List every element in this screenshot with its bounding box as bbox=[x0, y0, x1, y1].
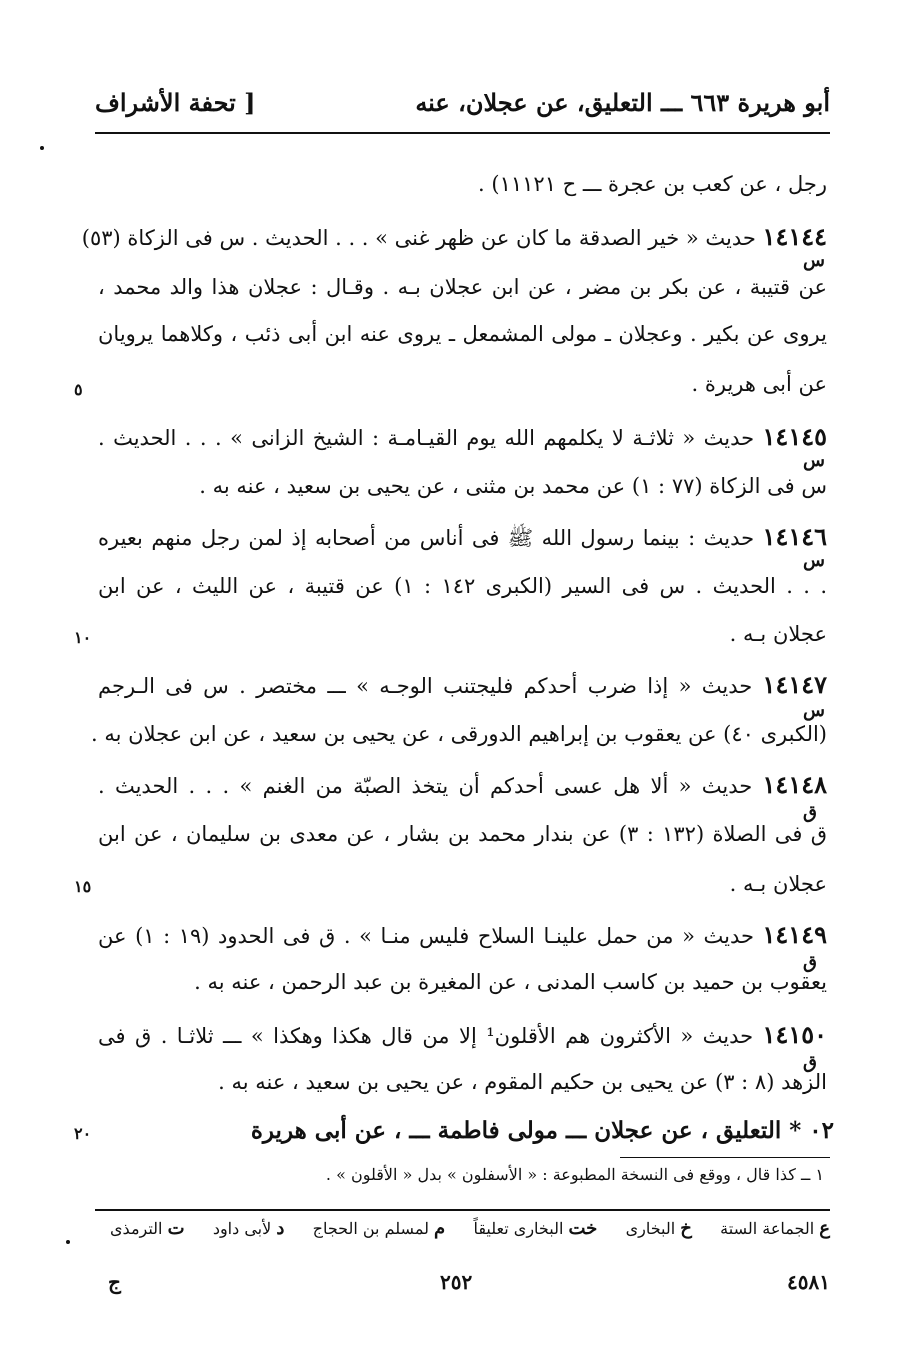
entry-text: حديث « ثلاثـة لا يكلمهم الله يوم القيـامـة : الشيخ الزانى » . . . الحديث . bbox=[98, 426, 755, 450]
legend-label: البخارى bbox=[625, 1219, 676, 1238]
entry-line: (الكبرى ٤٠) عن يعقوب بن إبراهيم الدورقى ، عن يحيى بن سعيد ، عن ابن عجلان به . bbox=[91, 722, 827, 746]
entry-number: ١٤١٤٩ bbox=[762, 920, 827, 949]
legend-siglum: خ bbox=[680, 1218, 692, 1239]
legend-siglum: م bbox=[434, 1218, 446, 1239]
header-right-title: أبو هريرة ٦٦٣ ـــ التعليق، عن عجلان، عنه bbox=[415, 88, 830, 117]
legend-label: البخارى تعليقاً bbox=[473, 1219, 564, 1238]
legend-rule bbox=[95, 1209, 830, 1211]
entry-line: يعقوب بن حميد بن كاسب المدنى ، عن المغيرة بن عبد الرحمن ، عنه به . bbox=[194, 970, 827, 994]
page-number: ٢٥٢ bbox=[440, 1270, 473, 1294]
entry-number: ١٤١٤٨ bbox=[762, 770, 827, 799]
legend-label: لأبى داود bbox=[212, 1219, 272, 1238]
speck-mark bbox=[40, 146, 44, 150]
entry-line: عجلان بـه . bbox=[729, 622, 827, 646]
legend-label: الجماعة الستة bbox=[720, 1219, 815, 1238]
footnote: ١ ــ كذا قال ، ووقع فى النسخة المطبوعة : « الأسفلون » بدل « الأقلون » . bbox=[325, 1165, 824, 1184]
entry-line: . . . الحديث . س فى السير (الكبرى ١٤٢ : ١) عن قتيبة ، عن الليث ، عن ابن bbox=[98, 574, 827, 598]
entry-line: الزهد (٨ : ٣) عن يحيى بن حكيم المقوم ، عن يحيى بن سعيد ، عنه به . bbox=[218, 1070, 827, 1094]
entry-number: ١٤١٤٧ bbox=[762, 670, 827, 699]
legend-siglum: ت bbox=[167, 1218, 185, 1239]
line-number: ١٥ bbox=[74, 877, 92, 896]
entry-number: ١٤١٥٠ bbox=[762, 1020, 827, 1049]
entry-line: ق فى الصلاة (١٣٢ : ٣) عن بندار محمد بن بشار ، عن معدى بن سليمان ، عن ابن bbox=[98, 822, 827, 846]
header-left-title: [ تحفة الأشراف bbox=[95, 88, 256, 117]
legend-item bbox=[720, 1218, 830, 1248]
legend-siglum: خت bbox=[568, 1218, 598, 1239]
entry-line bbox=[98, 920, 827, 949]
speck-mark bbox=[66, 1240, 70, 1244]
legend-siglum: ع bbox=[819, 1218, 830, 1239]
entry-siglum: ق bbox=[803, 952, 817, 973]
entry-siglum: س bbox=[803, 700, 825, 721]
entry-line: عن أبى هريرة . bbox=[691, 372, 827, 396]
entry-line: عن قتيبة ، عن بكر بن مضر ، عن ابن عجلان بـه . وقـال : عجلان هذا والد محمد ، bbox=[98, 275, 827, 299]
legend-siglum: د bbox=[276, 1218, 285, 1239]
entry-number: ١٤١٤٥ bbox=[762, 422, 827, 451]
entry-text: حديث « من حمل علينـا السلاح فليس منـا » . ق فى الحدود (١٩ : ١) عن bbox=[98, 924, 754, 948]
line-number: ٢٠ bbox=[74, 1124, 92, 1143]
footer-volume-number: ٤٥٨١ bbox=[787, 1270, 830, 1294]
entry-line bbox=[81, 222, 827, 251]
legend-item bbox=[626, 1218, 692, 1248]
entry-siglum: س bbox=[803, 250, 825, 271]
entry-line bbox=[98, 522, 827, 556]
entry-line bbox=[98, 770, 827, 799]
entry-line bbox=[98, 670, 827, 699]
section-heading: ٠٢ * التعليق ، عن عجلان ـــ مولى فاطمة ـــ ، عن أبى هريرة bbox=[250, 1117, 834, 1144]
running-header bbox=[95, 80, 830, 134]
entry-line bbox=[98, 1020, 827, 1049]
entry-number: ١٤١٤٤ bbox=[762, 222, 827, 251]
legend-item bbox=[313, 1218, 446, 1248]
legend-item bbox=[473, 1218, 597, 1248]
entry-text: حديث : بينما رسول الله ﷺ فى أناس من أصحابه إذ لمن رجل منهم بعيره bbox=[98, 526, 755, 550]
entry-number: ١٤١٤٦ bbox=[762, 522, 827, 551]
entry-text: حديث « الأكثرون هم الأقلون¹ إلا من قال هكذا وهكذا » ـــ ثلاثـا . ق فى bbox=[98, 1024, 754, 1048]
entry-text: حديث « خير الصدقة ما كان عن ظهر غنى » . . . الحديث . س فى الزكاة (٥٣) bbox=[81, 226, 756, 250]
entry-line: س فى الزكاة (٧٧ : ١) عن محمد بن مثنى ، عن يحيى بن سعيد ، عنه به . bbox=[199, 474, 827, 498]
entry-text: حديث « إذا ضرب أحدكم فليجتنب الوجـه » ـــ مختصر . س فى الـرجم bbox=[98, 674, 753, 698]
siglum-legend bbox=[110, 1218, 830, 1248]
legend-item bbox=[213, 1218, 285, 1248]
footer-volume-letter: ج bbox=[108, 1270, 121, 1294]
line-number: ٥ bbox=[74, 380, 83, 399]
line-number: ١٠ bbox=[74, 628, 92, 647]
entry-siglum: س bbox=[803, 450, 825, 471]
legend-label: الترمذى bbox=[110, 1219, 163, 1238]
entry-line bbox=[98, 422, 827, 451]
entry-line: عجلان بـه . bbox=[729, 872, 827, 896]
footnote-rule bbox=[620, 1157, 830, 1158]
entry-text: حديث « ألا هل عسى أحدكم أن يتخذ الصبّة من الغنم » . . . الحديث . bbox=[98, 774, 753, 798]
legend-label: لمسلم بن الحجاج bbox=[312, 1219, 429, 1238]
entry-line: يروى عن بكير . وعجلان ـ مولى المشمعل ـ يروى عنه ابن أبى ذئب ، وكلاهما يرويان bbox=[98, 322, 827, 346]
entry-siglum: س bbox=[803, 550, 825, 571]
entry-siglum: ق bbox=[803, 1052, 817, 1073]
entry-siglum: ق bbox=[803, 802, 817, 823]
legend-item bbox=[110, 1218, 185, 1248]
intro-line: رجل ، عن كعب بن عجرة ـــ ح ١١١٢١) . bbox=[478, 172, 827, 196]
